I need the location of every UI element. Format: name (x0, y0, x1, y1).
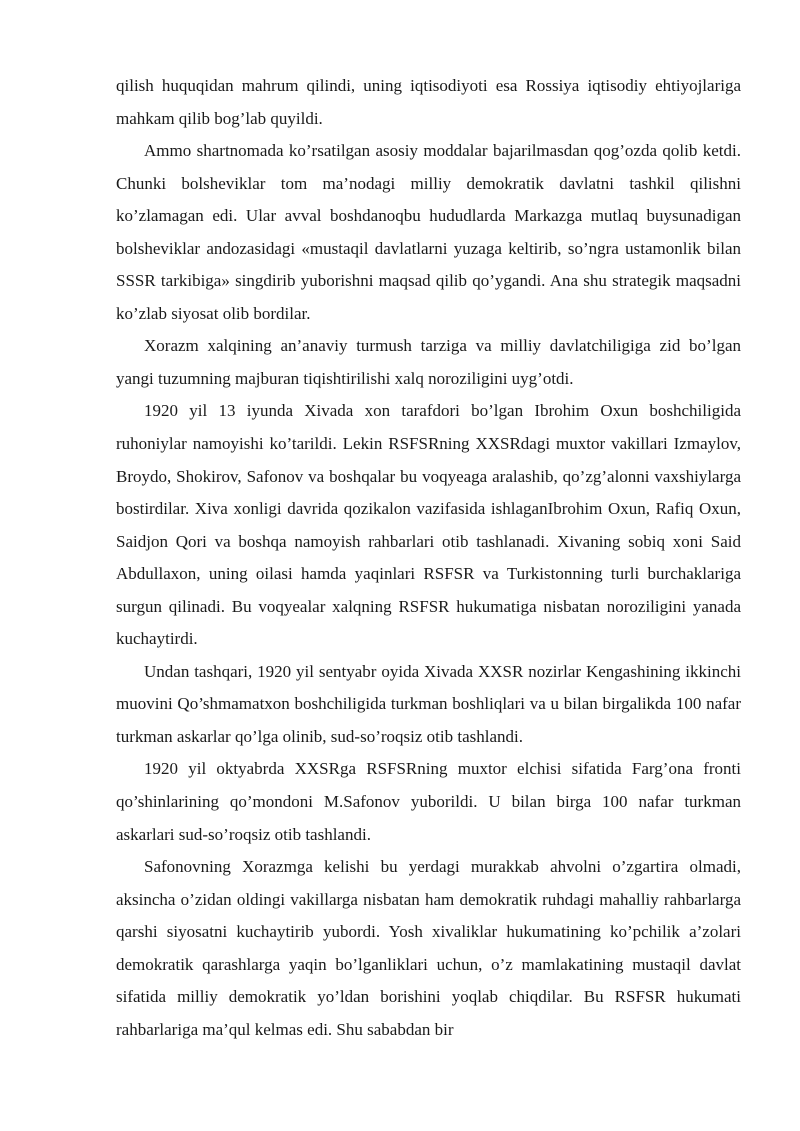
document-page (116, 70, 741, 1046)
paragraph-2: Ammo shartnomada ko’rsatilgan asosiy moddalar bajarilmasdan qog’ozda qolib ketdi. Chunki bolsheviklar tom ma’nodagi milliy demokratik davlatni tashkil qilishni ko’zlamagan edi. Ular avval boshdanoqbu hududlarda Markazga mutlaq buysunadigan bolsheviklar andozasidagi «mustaqil davlatlarni yuzaga keltirib, so’ngra ustamonlik bilan SSSR tarkibiga» singdirib yuborishni maqsad qilib qo’ygandi. Ana shu strategik maqsadni ko’zlab siyosat olib bordilar. (116, 141, 741, 323)
paragraph-3: Xorazm xalqining an’anaviy turmush tarziga va milliy davlatchiligiga zid bo’lgan yangi tuzumning majburan tiqishtirilishi xalq noroziligini uyg’otdi. (116, 336, 741, 388)
paragraph-1: qilish huquqidan mahrum qilindi, uning iqtisodiyoti esa Rossiya iqtisodiy ehtiyojlariga mahkam qilib bog’lab quyildi. (116, 76, 741, 128)
paragraph-6: 1920 yil oktyabrda XXSRga RSFSRning muxtor elchisi sifatida Farg’ona fronti qo’shinlarining qo’mondoni M.Safonov yuborildi. U bilan birga 100 nafar turkman askarlari sud-so’roqsiz otib tashlandi. (116, 759, 741, 844)
paragraph-5: Undan tashqari, 1920 yil sentyabr oyida Xivada XXSR nozirlar Kengashining ikkinchi muovini Qo’shmamatxon boshchiligida turkman boshliqlari va u bilan birgalikda 100 nafar turkman askarlar qo’lga olinib, sud-so’roqsiz otib tashlandi. (116, 661, 741, 746)
paragraph-7: Safonovning Xorazmga kelishi bu yerdagi murakkab ahvolni o’zgartira olmadi, aksincha o’zidan oldingi vakillarga nisbatan ham demokratik ruhdagi mahalliy rahbarlarga qarshi siyosatni kuchaytirib yubordi. Yosh xivaliklar hukumatining ko’pchilik a’zolari demokratik qarashlarga yaqin bo’lganliklari uchun, o’z mamlakatining mustaqil davlat sifatida milliy demokratik yo’ldan borishini yoqlab chiqdilar. Bu RSFSR hukumati rahbarlariga ma’qul kelmas edi. Shu sababdan bir (116, 857, 741, 1039)
paragraph-4: 1920 yil 13 iyunda Xivada xon tarafdori bo’lgan Ibrohim Oxun boshchiligida ruhoniylar namoyishi ko’tarildi. Lekin RSFSRning XXSRdagi muxtor vakillari Izmaylov, Broydo, Shokirov, Safonov va boshqalar bu voqyeaga aralashib, qo’zg’alonni vaxshiylarga bostirdilar. Xiva xonligi davrida qozikalon vazifasida ishlaganIbrohim Oxun, Rafiq Oxun, Saidjon Qori va boshqa namoyish rahbarlari otib tashlanadi. Xivaning sobiq xoni Said Abdullaxon, uning oilasi hamda yaqinlari RSFSR va Turkistonning turli burchaklariga surgun qilinadi. Bu voqyealar xalqning RSFSR hukumatiga nisbatan noroziligini yanada kuchaytirdi. (116, 401, 741, 649)
